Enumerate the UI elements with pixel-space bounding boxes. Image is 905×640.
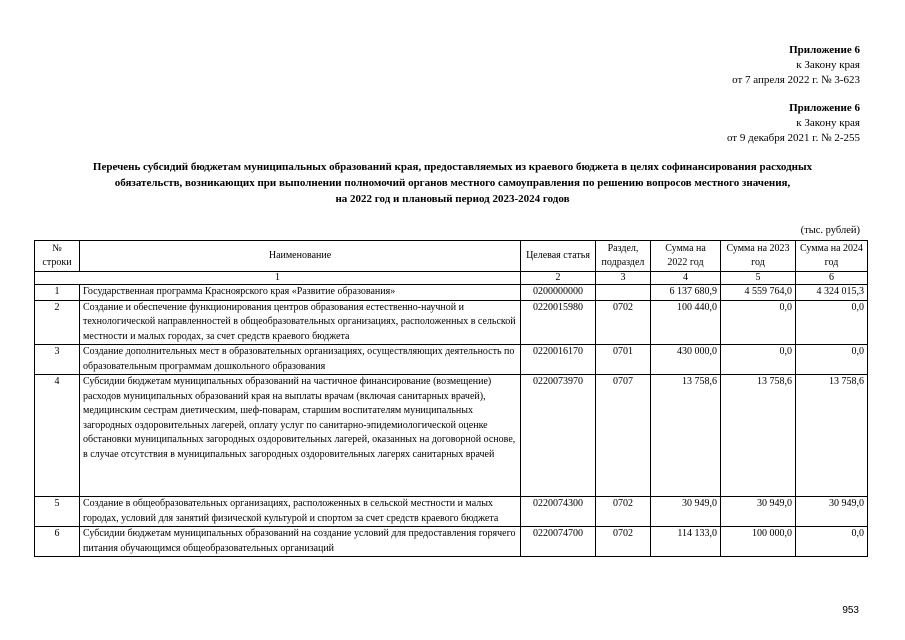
row-sum-2023: 0,0 [721, 345, 796, 375]
appendix-law-line: к Закону края [796, 117, 860, 129]
row-sum-2022: 30 949,0 [651, 497, 721, 527]
row-name: Создание в общеобразовательных организациях, расположенных в сельской местности и малых городах, условий для занятий физической культурой и спортом за счет средств краевого бюджета [80, 497, 521, 527]
row-sum-2023: 13 758,6 [721, 375, 796, 497]
appendix-law-line: к Закону края [796, 59, 860, 71]
appendix-header-current [732, 43, 860, 88]
row-name: Субсидии бюджетам муниципальных образований на частичное финансирование (возмещение) расходов муниципальных образований края на выплаты врачам (включая санитарных врачей), медицинским сестрам диетическим, шеф-поварам, старшим воспитателям муниципальных загородных оздоровительных лагерей, оплату услуг по санитарно-эпидемиологической оценке обстановки муниципальных загородных оздоровительных лагерей, оказанных на договорной основе, в случае отсутствия в муниципальных загородных оздоровительных лагерях санитарных врачей [80, 375, 521, 497]
header-sum-2023: Сумма на 2023 год [721, 241, 796, 272]
table-row [35, 285, 868, 301]
row-sum-2023: 0,0 [721, 300, 796, 345]
row-num: 5 [35, 497, 80, 527]
header-sum-2022: Сумма на 2022 год [651, 241, 721, 272]
subsidies-table [34, 240, 868, 557]
header-sum-2024: Сумма на 2024 год [796, 241, 868, 272]
row-sum-2022: 13 758,6 [651, 375, 721, 497]
row-sum-2024: 4 324 015,3 [796, 285, 868, 301]
document-title-line: на 2022 год и плановый период 2023-2024 годов [335, 193, 570, 205]
header-target: Целевая статья [521, 241, 596, 272]
document-title [40, 159, 865, 207]
header-name: Наименование [80, 241, 521, 272]
row-sum-2023: 100 000,0 [721, 527, 796, 557]
row-sum-2022: 430 000,0 [651, 345, 721, 375]
document-title-line: Перечень субсидий бюджетам муниципальных образований края, предоставляемых из краевого бюджета в целях софинансирования расходных [92, 161, 813, 173]
row-num: 6 [35, 527, 80, 557]
row-num: 1 [35, 285, 80, 301]
column-number: 6 [796, 272, 868, 285]
row-num: 4 [35, 375, 80, 497]
table-row [35, 375, 868, 497]
row-target: 0220015980 [521, 300, 596, 345]
row-sum-2024: 30 949,0 [796, 497, 868, 527]
appendix-header-original [727, 101, 860, 146]
row-section [596, 285, 651, 301]
header-num: № строки [35, 241, 80, 272]
column-number: 3 [596, 272, 651, 285]
units-label: (тыс. рублей) [800, 225, 860, 236]
table-row [35, 497, 868, 527]
appendix-title: Приложение 6 [789, 102, 860, 114]
row-sum-2022: 100 440,0 [651, 300, 721, 345]
table-header-row [35, 241, 868, 272]
column-number: 2 [521, 272, 596, 285]
column-number: 5 [721, 272, 796, 285]
row-section: 0707 [596, 375, 651, 497]
row-num: 2 [35, 300, 80, 345]
row-sum-2024: 13 758,6 [796, 375, 868, 497]
row-target: 0200000000 [521, 285, 596, 301]
appendix-title: Приложение 6 [789, 44, 860, 56]
row-num: 3 [35, 345, 80, 375]
row-sum-2024: 0,0 [796, 345, 868, 375]
row-name: Субсидии бюджетам муниципальных образований на создание условий для предоставления горячего питания обучающимся общеобразовательных организаций [80, 527, 521, 557]
column-number-row [35, 272, 868, 285]
row-target: 0220074300 [521, 497, 596, 527]
row-sum-2022: 6 137 680,9 [651, 285, 721, 301]
row-section: 0702 [596, 527, 651, 557]
table-row [35, 345, 868, 375]
row-sum-2024: 0,0 [796, 300, 868, 345]
row-sum-2023: 30 949,0 [721, 497, 796, 527]
row-target: 0220074700 [521, 527, 596, 557]
appendix-date-line: от 7 апреля 2022 г. № 3-623 [732, 74, 860, 86]
row-sum-2023: 4 559 764,0 [721, 285, 796, 301]
row-section: 0701 [596, 345, 651, 375]
column-number: 1 [35, 272, 521, 285]
page-number: 953 [842, 605, 859, 616]
row-sum-2024: 0,0 [796, 527, 868, 557]
row-section: 0702 [596, 497, 651, 527]
document-title-line: обязательств, возникающих при выполнении полномочий органов местного самоуправления по решению вопросов местного значения, [114, 177, 791, 189]
appendix-date-line: от 9 декабря 2021 г. № 2-255 [726, 132, 860, 144]
column-number: 4 [651, 272, 721, 285]
table-row [35, 300, 868, 345]
row-sum-2022: 114 133,0 [651, 527, 721, 557]
row-name: Государственная программа Красноярского края «Развитие образования» [80, 285, 521, 301]
row-name: Создание дополнительных мест в образовательных организациях, осуществляющих деятельность по образовательным программам дошкольного образования [80, 345, 521, 375]
row-target: 0220016170 [521, 345, 596, 375]
table-row [35, 527, 868, 557]
header-section: Раздел, подраздел [596, 241, 651, 272]
row-name: Создание и обеспечение функционирования центров образования естественно-научной и технологической направленностей в общеобразовательных организациях, расположенных в сельской местности и малых городах, за счет средств краевого бюджета [80, 300, 521, 345]
row-target: 0220073970 [521, 375, 596, 497]
row-section: 0702 [596, 300, 651, 345]
